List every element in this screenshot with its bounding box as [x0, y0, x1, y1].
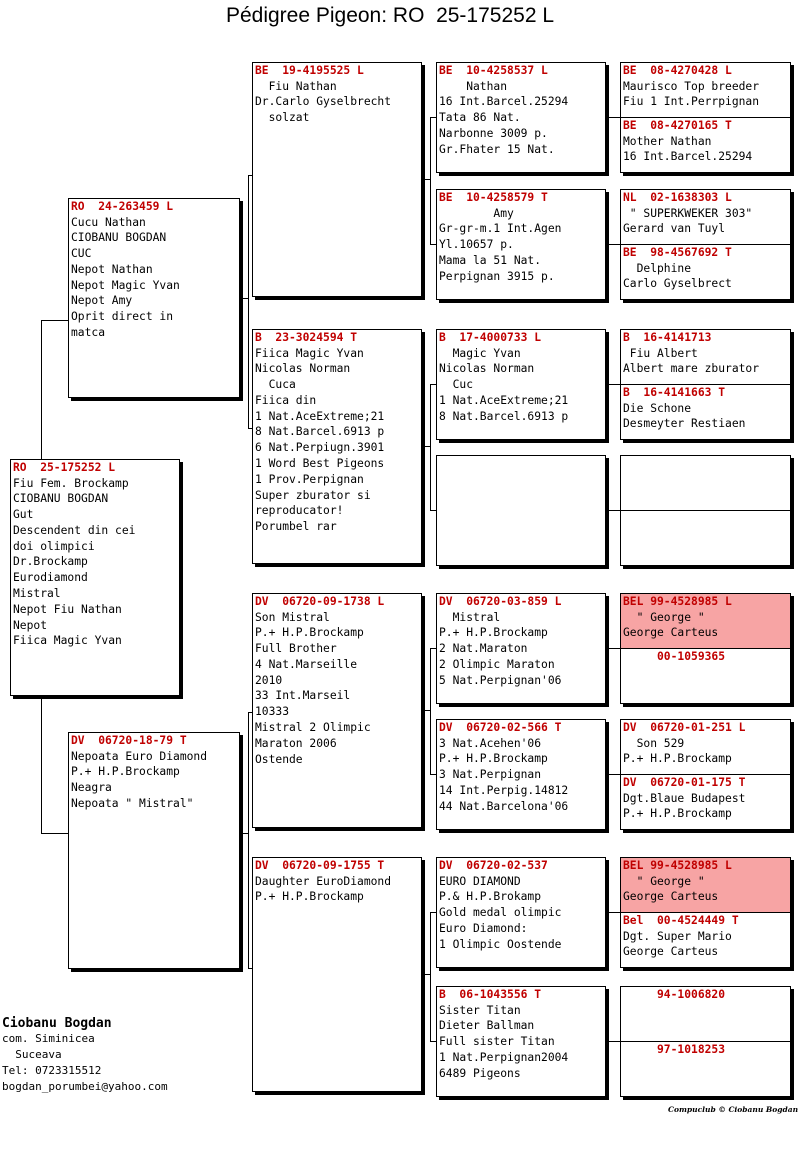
- ancestor-card-gen3: [252, 62, 422, 297]
- pigeon-info-line: 1 Prov.Perpignan: [255, 472, 364, 486]
- pigeon-info-line: Mistral: [439, 610, 501, 624]
- pigeon-info-line: Desmeyter Restiaen: [623, 417, 746, 431]
- ancestor-card-gen4: [436, 329, 606, 440]
- connector-line: [430, 510, 436, 511]
- pigeon-info-line: 16 Int.Barcel.25294: [623, 150, 753, 164]
- pigeon-info-line: Oprit direct in: [71, 310, 174, 324]
- ring-number: RO 25-175252 L: [13, 461, 116, 474]
- subject-card: [10, 459, 180, 696]
- ancestor-card-gen5: [620, 857, 791, 968]
- pigeon-info-line: Descendent din cei: [13, 523, 136, 537]
- pigeon-info-line: CUC: [71, 247, 92, 261]
- connector-line: [248, 968, 252, 969]
- pigeon-info-line: 16 Int.Barcel.25294: [439, 95, 569, 109]
- ring-number: BE 10-4258537 L: [439, 64, 548, 77]
- pigeon-info-line: Nepot Amy: [71, 294, 133, 308]
- pigeon-info-line: 6 Nat.Perpiugn.3901: [255, 441, 385, 455]
- connector-line: [606, 1041, 620, 1042]
- pigeon-info-line: Son 529: [623, 736, 685, 750]
- breeder-info: [2, 1016, 168, 1095]
- pigeon-info-line: Dr.Carlo Gyselbrecht: [255, 95, 392, 109]
- connector-line: [422, 446, 430, 447]
- connector-line: [430, 1041, 436, 1042]
- ring-number: BE 08-4270165 T: [623, 119, 732, 132]
- connector-line: [606, 384, 620, 385]
- pigeon-info-line: P.+ H.P.Brockamp: [255, 890, 364, 904]
- pigeon-info-line: Cucu Nathan: [71, 215, 146, 229]
- pigeon-info-line: " SUPERKWEKER 303": [623, 206, 753, 220]
- ancestor-card-gen4: [436, 455, 606, 566]
- pigeon-info-line: CIOBANU BOGDAN: [13, 492, 109, 506]
- pigeon-info-line: P.+ H.P.Brockamp: [623, 752, 732, 766]
- pigeon-info-line: Amy: [439, 206, 514, 220]
- connector-line: [41, 320, 42, 459]
- pigeon-info-line: Tata 86 Nat.: [439, 111, 521, 125]
- page-title: Pédigree Pigeon: RO 25-175252 L: [225, 4, 555, 27]
- pigeon-info-line: Dr.Brockamp: [13, 555, 88, 569]
- ancestor-card-gen5: [620, 62, 791, 173]
- pigeon-info-line: EURO DIAMOND: [439, 874, 521, 888]
- ring-number: DV 06720-18-79 T: [71, 734, 187, 747]
- pigeon-info-line: Mother Nathan: [623, 134, 712, 148]
- pigeon-info-line: Gold medal olimpic: [439, 906, 562, 920]
- connector-line: [430, 384, 436, 385]
- pigeon-info-line: Ostende: [255, 752, 303, 766]
- pigeon-info-line: Fiu Fem. Brockamp: [13, 476, 129, 490]
- ancestor-dam-part: [621, 385, 790, 439]
- pigeon-info-line: Nepoata Euro Diamond: [71, 749, 208, 763]
- pigeon-info-line: Dgt.Blaue Budapest: [623, 791, 746, 805]
- ancestor-sire-part: [621, 594, 790, 649]
- connector-line: [41, 320, 68, 321]
- ring-number: B 06-1043556 T: [439, 988, 542, 1001]
- pigeon-info-line: 5 Nat.Perpignan'06: [439, 673, 562, 687]
- pigeon-info-line: doi olimpici: [13, 539, 95, 553]
- pigeon-info-line: Mistral: [13, 587, 61, 601]
- ancestor-dam-part: [621, 118, 790, 172]
- pigeon-info-line: P.& H.P.Brokamp: [439, 890, 542, 904]
- ring-number: Bel 00-4524449 T: [623, 914, 739, 927]
- dam-card: [68, 732, 240, 969]
- connector-line: [248, 712, 252, 713]
- ancestor-sire-part: [621, 456, 790, 511]
- sire-card: [68, 198, 240, 398]
- ring-number: B 16-4141663 T: [623, 386, 726, 399]
- pigeon-info-line: 4 Nat.Marseille: [255, 657, 358, 671]
- pigeon-info-line: 6489 Pigeons: [439, 1066, 521, 1080]
- ancestor-card-gen5: [620, 189, 791, 300]
- ring-number: 00-1059365: [623, 650, 726, 663]
- pigeon-info-line: George Carteus: [623, 945, 719, 959]
- pigeon-info-line: Fiu Nathan: [255, 79, 337, 93]
- pigeon-info-line: P.+ H.P.Brockamp: [255, 626, 364, 640]
- ring-number: 97-1018253: [623, 1043, 726, 1056]
- connector-line: [240, 298, 248, 299]
- pigeon-info-line: Delphine: [623, 261, 692, 275]
- connector-line: [606, 117, 620, 118]
- pigeon-info-line: Nathan: [439, 79, 508, 93]
- ancestor-dam-part: [621, 649, 790, 703]
- pigeon-info-line: Albert mare zburator: [623, 362, 760, 376]
- pigeon-info-line: Carlo Gyselbrect: [623, 277, 732, 291]
- ancestor-card-gen4: [436, 593, 606, 704]
- pigeon-info-line: 2010: [255, 673, 283, 687]
- footer-credit: Compuclub © Ciobanu Bogdan: [668, 1105, 799, 1114]
- pigeon-info-line: solzat: [255, 111, 310, 125]
- connector-line: [430, 912, 431, 1041]
- pigeon-info-line: George Carteus: [623, 890, 719, 904]
- pigeon-info-line: 1 Nat.AceExtreme;21: [439, 393, 569, 407]
- pigeon-info-line: Maurisco Top breeder: [623, 79, 760, 93]
- ancestor-card-gen3: [252, 329, 422, 564]
- ring-number: DV 06720-02-566 T: [439, 721, 562, 734]
- connector-line: [430, 912, 436, 913]
- ring-number: BE 98-4567692 T: [623, 246, 732, 259]
- pigeon-info-line: P.+ H.P.Brockamp: [439, 626, 548, 640]
- pigeon-info-line: 2 Olimpic Maraton: [439, 657, 555, 671]
- pigeon-info-line: Fiica din: [255, 393, 317, 407]
- pigeon-info-line: 8 Nat.Barcel.6913 p: [255, 425, 385, 439]
- ancestor-card-gen4: [436, 986, 606, 1097]
- connector-line: [430, 117, 431, 244]
- pigeon-info-line: Mistral 2 Olimpic: [255, 721, 371, 735]
- ancestor-sire-part: [621, 987, 790, 1042]
- pigeon-info-line: Magic Yvan: [439, 346, 521, 360]
- pigeon-info-line: Nicolas Norman: [255, 362, 351, 376]
- ring-number: B 23-3024594 T: [255, 331, 358, 344]
- pigeon-info-line: 14 Int.Perpig.14812: [439, 783, 569, 797]
- ring-number: BEL 99-4528985 L: [623, 595, 732, 608]
- connector-line: [606, 510, 620, 511]
- pigeon-info-line: Nepoata " Mistral": [71, 796, 194, 810]
- ring-number: BE 08-4270428 L: [623, 64, 732, 77]
- pigeon-info-line: 1 Nat.AceExtreme;21: [255, 409, 385, 423]
- pigeon-info-line: Neagra: [71, 781, 112, 795]
- ring-number: DV 06720-02-537: [439, 859, 548, 872]
- pigeon-info-line: Dieter Ballman: [439, 1019, 535, 1033]
- pigeon-info-line: Narbonne 3009 p.: [439, 126, 548, 140]
- breeder-line: Suceava: [2, 1048, 62, 1061]
- ring-number: B 17-4000733 L: [439, 331, 542, 344]
- breeder-name: Ciobanu Bogdan: [2, 1016, 112, 1031]
- pigeon-info-line: Daughter EuroDiamond: [255, 874, 392, 888]
- pigeon-info-line: Fiica Magic Yvan: [255, 346, 364, 360]
- ancestor-dam-part: [621, 775, 790, 829]
- ancestor-card-gen5: [620, 593, 791, 704]
- pigeon-info-line: Super zburator si: [255, 488, 371, 502]
- connector-line: [430, 648, 431, 774]
- connector-line: [430, 244, 436, 245]
- connector-line: [430, 648, 436, 649]
- pigeon-info-line: Porumbel rar: [255, 520, 337, 534]
- connector-line: [430, 117, 436, 118]
- ancestor-dam-part: [621, 913, 790, 967]
- breeder-line: Tel: 0723315512: [2, 1064, 102, 1077]
- pigeon-info-line: Eurodiamond: [13, 571, 88, 585]
- pigeon-info-line: Cuc: [439, 378, 474, 392]
- pigeon-info-line: Nepot: [13, 618, 48, 632]
- pigeon-info-line: Euro Diamond:: [439, 921, 528, 935]
- ancestor-card-gen3: [252, 593, 422, 828]
- pigeon-info-line: Gerard van Tuyl: [623, 222, 726, 236]
- pigeon-info-line: Nicolas Norman: [439, 362, 535, 376]
- pigeon-info-line: 3 Nat.Acehen'06: [439, 736, 542, 750]
- pigeon-info-line: 10333: [255, 705, 290, 719]
- pigeon-info-line: Gr-gr-m.1 Int.Agen: [439, 222, 562, 236]
- pigeon-info-line: Fiica Magic Yvan: [13, 634, 122, 648]
- pigeon-info-line: Fiu Albert: [623, 346, 698, 360]
- ring-number: DV 06720-09-1738 L: [255, 595, 385, 608]
- ancestor-sire-part: [621, 858, 790, 913]
- pigeon-info-line: Fiu 1 Int.Perrpignan: [623, 95, 760, 109]
- pigeon-info-line: Die Schone: [623, 401, 692, 415]
- connector-line: [606, 774, 620, 775]
- connector-line: [606, 912, 620, 913]
- ring-number: DV 06720-03-859 L: [439, 595, 562, 608]
- pigeon-info-line: Yl.10657 p.: [439, 238, 514, 252]
- ring-number: NL 02-1638303 L: [623, 191, 732, 204]
- pigeon-info-line: " George ": [623, 610, 705, 624]
- connector-line: [248, 712, 249, 968]
- pigeon-info-line: reproducator!: [255, 504, 344, 518]
- ancestor-dam-part: [621, 1042, 790, 1096]
- pigeon-info-line: Gut: [13, 508, 34, 522]
- ancestor-card-gen4: [436, 189, 606, 300]
- pigeon-info-line: 1 Word Best Pigeons: [255, 457, 385, 471]
- ancestor-card-gen3: [252, 857, 422, 1092]
- connector-line: [248, 175, 249, 428]
- ancestor-card-gen4: [436, 62, 606, 173]
- connector-line: [422, 974, 430, 975]
- pigeon-info-line: P.+ H.P.Brockamp: [71, 765, 180, 779]
- connector-line: [248, 428, 252, 429]
- ancestor-sire-part: [621, 330, 790, 385]
- connector-line: [41, 833, 68, 834]
- ring-number: B 16-4141713: [623, 331, 712, 344]
- pigeon-info-line: George Carteus: [623, 626, 719, 640]
- ring-number: BEL 99-4528985 L: [623, 859, 732, 872]
- pigeon-info-line: Perpignan 3915 p.: [439, 269, 555, 283]
- pigeon-info-line: Cuca: [255, 378, 296, 392]
- ancestor-card-gen5: [620, 719, 791, 830]
- ancestor-dam-part: [621, 245, 790, 299]
- ancestor-card-gen5: [620, 455, 791, 566]
- pigeon-info-line: Full sister Titan: [439, 1035, 555, 1049]
- ring-number: RO 24-263459 L: [71, 200, 174, 213]
- connector-line: [606, 648, 620, 649]
- connector-line: [422, 710, 430, 711]
- pigeon-info-line: Nepot Magic Yvan: [71, 278, 180, 292]
- ring-number: BE 19-4195525 L: [255, 64, 364, 77]
- pigeon-info-line: Dgt. Super Mario: [623, 929, 732, 943]
- pigeon-info-line: P.+ H.P.Brockamp: [623, 807, 732, 821]
- pigeon-info-line: 1 Nat.Perpignan2004: [439, 1050, 569, 1064]
- ring-number: DV 06720-01-251 L: [623, 721, 746, 734]
- ancestor-sire-part: [621, 720, 790, 775]
- ring-number: 94-1006820: [623, 988, 726, 1001]
- pigeon-info-line: 2 Nat.Maraton: [439, 642, 528, 656]
- ring-number: DV 06720-09-1755 T: [255, 859, 385, 872]
- pigeon-info-line: P.+ H.P.Brockamp: [439, 752, 548, 766]
- pigeon-info-line: 3 Nat.Perpignan: [439, 768, 542, 782]
- ring-number: DV 06720-01-175 T: [623, 776, 746, 789]
- pigeon-info-line: 33 Int.Marseil: [255, 689, 351, 703]
- connector-line: [422, 179, 430, 180]
- ancestor-sire-part: [621, 190, 790, 245]
- connector-line: [41, 696, 42, 833]
- ring-number: BE 10-4258579 T: [439, 191, 548, 204]
- pigeon-info-line: CIOBANU BOGDAN: [71, 231, 167, 245]
- pigeon-info-line: Nepot Nathan: [71, 262, 153, 276]
- connector-line: [430, 774, 436, 775]
- pigeon-info-line: 44 Nat.Barcelona'06: [439, 799, 569, 813]
- pigeon-info-line: " George ": [623, 874, 705, 888]
- pigeon-info-line: Mama la 51 Nat.: [439, 253, 542, 267]
- connector-line: [248, 175, 252, 176]
- pigeon-info-line: Gr.Fhater 15 Nat.: [439, 142, 555, 156]
- pigeon-info-line: matca: [71, 326, 106, 340]
- ancestor-card-gen5: [620, 329, 791, 440]
- connector-line: [606, 244, 620, 245]
- breeder-line: bogdan_porumbei@yahoo.com: [2, 1080, 168, 1093]
- ancestor-dam-part: [621, 511, 790, 565]
- pigeon-info-line: Son Mistral: [255, 610, 330, 624]
- connector-line: [240, 833, 248, 834]
- ancestor-card-gen5: [620, 986, 791, 1097]
- pigeon-info-line: Nepot Fiu Nathan: [13, 602, 122, 616]
- ancestor-sire-part: [621, 63, 790, 118]
- pigeon-info-line: Full Brother: [255, 642, 337, 656]
- pigeon-info-line: Sister Titan: [439, 1003, 521, 1017]
- ancestor-card-gen4: [436, 857, 606, 968]
- connector-line: [430, 384, 431, 510]
- ancestor-card-gen4: [436, 719, 606, 830]
- pigeon-info-line: 1 Olimpic Oostende: [439, 937, 562, 951]
- pigeon-info-line: Maraton 2006: [255, 736, 337, 750]
- breeder-line: com. Siminicea: [2, 1032, 95, 1045]
- pigeon-info-line: 8 Nat.Barcel.6913 p: [439, 409, 569, 423]
